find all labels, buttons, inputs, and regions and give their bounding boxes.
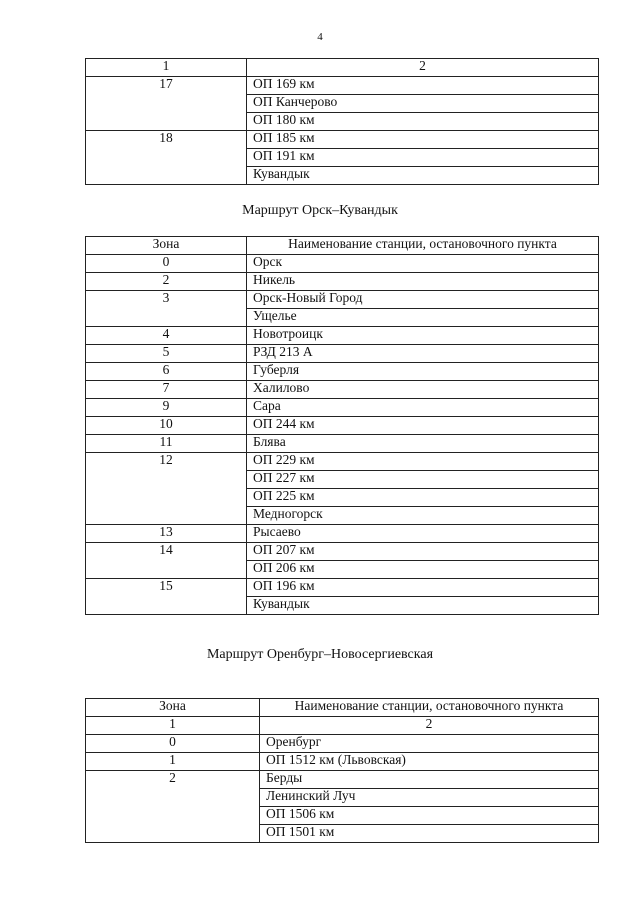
station-name-cell: Медногорск [247,507,599,525]
zone-cell-empty [86,309,247,327]
zone-cell: 9 [86,399,247,417]
zone-cell: 10 [86,417,247,435]
zone-cell-empty [86,167,247,185]
station-name-cell: ОП 1506 км [260,807,599,825]
table-row [86,149,599,167]
station-name-cell: Ущелье [247,309,599,327]
table-row [86,471,599,489]
zone-cell-empty [86,489,247,507]
table-row [86,735,599,753]
station-name-cell: РЗД 213 А [247,345,599,363]
header-row [86,699,599,717]
station-name-cell: ОП 207 км [247,543,599,561]
continuation-table [85,58,599,185]
column-number-row [86,59,599,77]
header-row [86,237,599,255]
table-row [86,525,599,543]
table-row [86,453,599,471]
route-title-orenburg-novosergievskaya: Маршрут Оренбург–Новосергиевская [206,647,434,662]
station-name-cell: Губерля [247,363,599,381]
zone-cell-empty [86,597,247,615]
header-zone-cell: Зона [86,699,260,717]
table-row [86,489,599,507]
table-row [86,507,599,525]
zone-cell: 14 [86,543,247,561]
station-name-cell: Блява [247,435,599,453]
table-row [86,417,599,435]
table-row [86,291,599,309]
station-name-cell: ОП 180 км [247,113,599,131]
zone-cell: 18 [86,131,247,149]
station-name-cell: Ленинский Луч [260,789,599,807]
zone-cell-empty [86,825,260,843]
station-name-cell: ОП 244 км [247,417,599,435]
station-name-cell: ОП 225 км [247,489,599,507]
zone-cell-empty [86,471,247,489]
zone-cell: 7 [86,381,247,399]
table-row [86,771,599,789]
page-number: 4 [317,31,323,43]
station-name-cell: Никель [247,273,599,291]
zone-cell: 2 [86,273,247,291]
column-number-row [86,717,599,735]
zone-cell: 1 [86,753,260,771]
station-name-cell: ОП 229 км [247,453,599,471]
zone-cell-empty [86,95,247,113]
station-name-cell: ОП Канчерово [247,95,599,113]
zone-cell: 6 [86,363,247,381]
table-row [86,131,599,149]
header-zone-cell: 1 [86,59,247,77]
table-row [86,167,599,185]
zone-cell-empty [86,149,247,167]
table-row [86,399,599,417]
station-name-cell: ОП 169 км [247,77,599,95]
table-row [86,345,599,363]
station-name-cell: ОП 191 км [247,149,599,167]
zone-cell: 13 [86,525,247,543]
zone-cell-empty [86,561,247,579]
zone-cell: 2 [86,771,260,789]
zone-cell: 3 [86,291,247,309]
header-zone-cell: Зона [86,237,247,255]
station-name-cell: ОП 227 км [247,471,599,489]
header-name-cell: Наименование станции, остановочного пункта [260,699,599,717]
station-name-cell: Оренбург [260,735,599,753]
table-row [86,597,599,615]
station-name-cell: Халилово [247,381,599,399]
zone-cell: 0 [86,255,247,273]
station-name-cell: ОП 1501 км [260,825,599,843]
zone-cell: 11 [86,435,247,453]
table-row [86,95,599,113]
zone-cell-empty [86,507,247,525]
header-zone-cell: 1 [86,717,260,735]
zone-cell: 15 [86,579,247,597]
table-row [86,77,599,95]
station-name-cell: Орск-Новый Город [247,291,599,309]
station-name-cell: Кувандык [247,597,599,615]
header-name-cell: Наименование станции, остановочного пункта [247,237,599,255]
table-row [86,363,599,381]
station-name-cell: ОП 206 км [247,561,599,579]
route-table-orenburg-novosergievskaya [85,698,599,843]
table-row [86,327,599,345]
zone-cell-empty [86,789,260,807]
zone-cell: 5 [86,345,247,363]
zone-cell-empty [86,807,260,825]
route-table-orsk-kuvandyk [85,236,599,615]
table-row [86,789,599,807]
station-name-cell: Рысаево [247,525,599,543]
header-name-cell: 2 [247,59,599,77]
table-row [86,381,599,399]
zone-cell: 0 [86,735,260,753]
table-row [86,561,599,579]
table-row [86,579,599,597]
table-row [86,753,599,771]
table-row [86,273,599,291]
station-name-cell: Орск [247,255,599,273]
station-name-cell: ОП 196 км [247,579,599,597]
header-name-cell: 2 [260,717,599,735]
table-row [86,435,599,453]
station-name-cell: ОП 185 км [247,131,599,149]
table-row [86,309,599,327]
zone-cell-empty [86,113,247,131]
table-row [86,543,599,561]
zone-cell: 12 [86,453,247,471]
station-name-cell: Кувандык [247,167,599,185]
table-row [86,255,599,273]
station-name-cell: Новотроицк [247,327,599,345]
station-name-cell: Сара [247,399,599,417]
station-name-cell: ОП 1512 км (Львовская) [260,753,599,771]
station-name-cell: Берды [260,771,599,789]
table-row [86,807,599,825]
zone-cell: 4 [86,327,247,345]
table-row [86,113,599,131]
table-row [86,825,599,843]
route-title-orsk-kuvandyk: Маршрут Орск–Кувандык [242,203,398,218]
zone-cell: 17 [86,77,247,95]
